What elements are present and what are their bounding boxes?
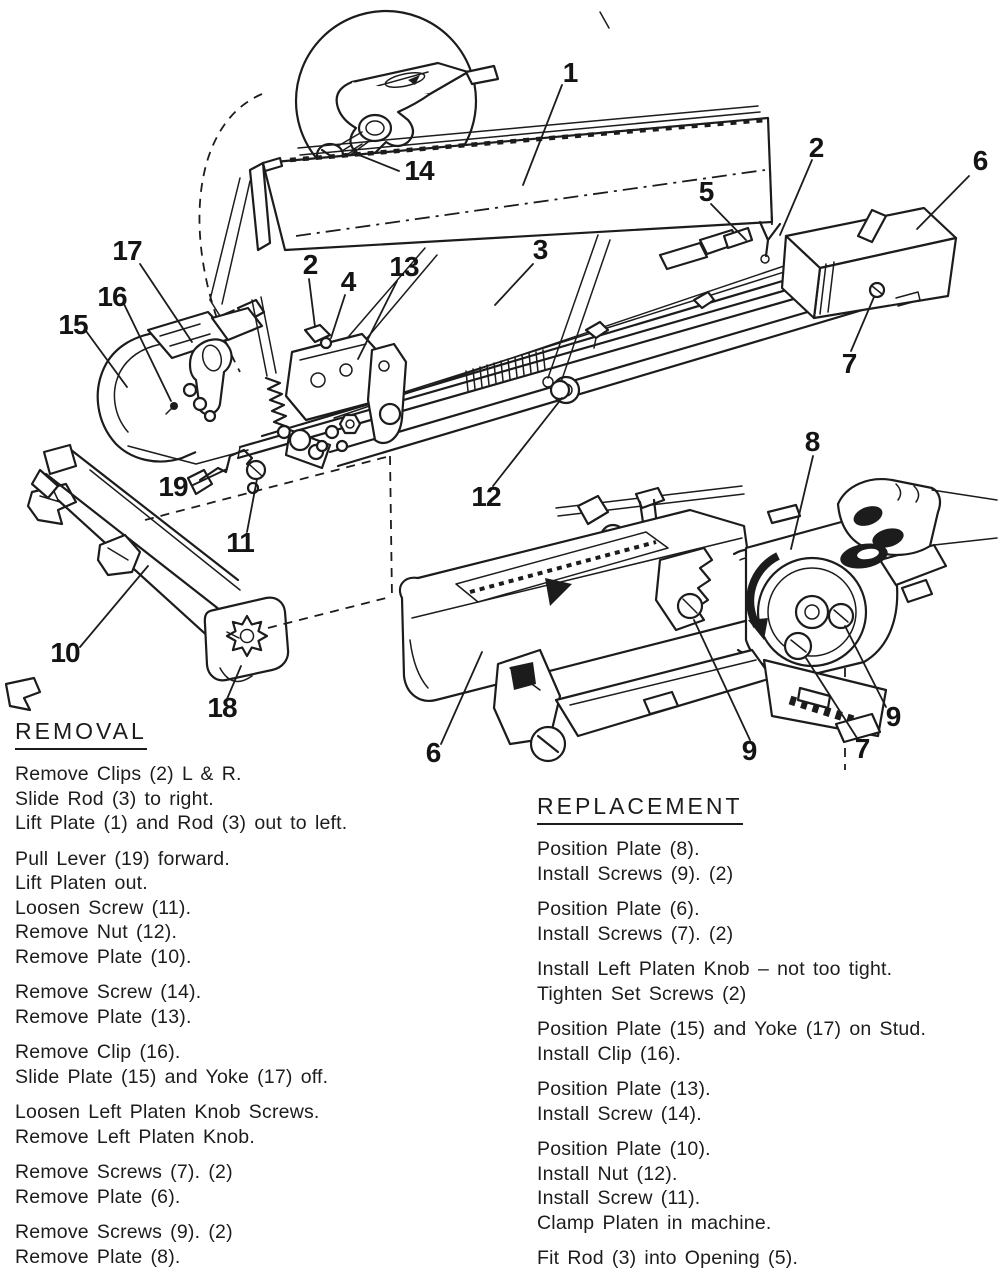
instruction-line: Install Clip (16). [537,1042,682,1065]
callout-15: 15 [58,309,88,340]
instruction-group [15,980,520,1029]
instruction-line: Lift Platen out. [15,872,148,894]
instruction-line: Install Nut (12). [537,1162,678,1185]
instruction-group [15,1160,520,1209]
callout-7-bottom: 7 [854,733,870,764]
instruction-group [15,1040,520,1089]
instruction-line: Tighten Set Screws (2) [537,982,747,1005]
instruction-line: Remove Clips (2) L & R. [15,763,242,785]
callout-17: 17 [112,235,142,266]
instruction-line: Remove Plate (6). [15,1185,181,1208]
replacement-section [537,793,992,1282]
instruction-group [537,1017,992,1066]
callout-2-left: 2 [302,249,318,280]
cover-plate-part-1 [210,106,772,331]
left-yoke-assembly [98,297,406,494]
replacement-heading: REPLACEMENT [537,793,743,825]
callout-10: 10 [50,637,80,668]
star-knob-18-icon [227,616,267,656]
callout-13: 13 [389,251,419,282]
instruction-line: Remove Left Platen Knob. [15,1125,255,1148]
instruction-group [537,1077,992,1126]
instruction-line: Slide Rod (3) to right. [15,787,214,810]
instruction-line: Loosen Screw (11). [15,896,192,919]
callout-7-top: 7 [841,348,857,379]
callout-9-right: 9 [885,701,901,732]
instruction-line: Remove Screw (14). [15,981,202,1003]
removal-section [15,718,520,1280]
instruction-line: Install Screw (14). [537,1102,702,1125]
callout-6-bottom: 6 [425,737,441,768]
instruction-line: Position Plate (8). [537,838,700,860]
stray-mark [600,12,609,28]
instruction-line: Install Screw (11). [537,1187,701,1209]
instruction-line: Remove Plate (10). [15,945,192,968]
instruction-group [15,1100,520,1149]
instruction-line: Slide Plate (15) and Yoke (17) off. [15,1065,329,1088]
callout-11: 11 [226,527,254,558]
callout-3: 3 [532,234,548,265]
left-small-brackets [6,484,76,710]
instruction-line: Loosen Left Platen Knob Screws. [15,1101,320,1123]
instruction-line: Position Plate (10). [537,1138,711,1160]
spring-icon [266,378,288,427]
instruction-line: Pull Lever (19) forward. [15,847,230,870]
callout-8: 8 [804,426,820,457]
callout-9-left: 9 [741,735,757,766]
instruction-line: Lift Plate (1) and Rod (3) out to left. [15,812,348,834]
callout-14: 14 [404,155,434,186]
callout-18: 18 [207,692,237,723]
removal-heading: REMOVAL [15,718,147,750]
instruction-group [537,897,992,946]
instruction-line: Position Plate (6). [537,898,700,920]
clip-2-right-icon [760,222,780,263]
callout-6-top: 6 [972,145,988,176]
instruction-line: Remove Plate (8). [15,1245,181,1268]
callout-2-top: 2 [808,132,824,163]
instruction-group [537,837,992,886]
callout-19: 19 [158,471,188,502]
instruction-line: Remove Screws (7). (2) [15,1161,233,1183]
instruction-group [537,1137,992,1235]
instruction-line: Install Screws (7). (2) [537,922,734,945]
instruction-line: Install Left Platen Knob – not too tight. [537,958,893,980]
instruction-group [537,1246,992,1271]
callout-1: 1 [562,57,578,88]
callout-4: 4 [340,266,356,297]
instruction-line: Remove Screws (9). (2) [15,1221,233,1243]
instruction-group [537,957,992,1006]
lever-19-shape [188,450,265,494]
instruction-line: Remove Plate (13). [15,1005,192,1028]
replacement-list [537,837,992,1271]
instruction-line: Install Screws (9). (2) [537,862,734,885]
instruction-line: Clamp Platen in machine. [537,1211,772,1234]
instruction-line: Position Plate (13). [537,1078,711,1100]
instruction-line: Remove Clip (16). [15,1041,181,1063]
instruction-line: Position Plate (15) and Yoke (17) on Stud. [537,1018,927,1040]
removal-list [15,762,520,1269]
callout-16: 16 [97,281,127,312]
instruction-line: Remove Nut (12). [15,921,178,943]
instruction-line: Fit Rod (3) into Opening (5). [537,1247,799,1269]
screw-7-top-icon [870,283,884,297]
callout-5: 5 [698,176,714,207]
instruction-group [15,1220,520,1269]
right-end-plate-part-6 [782,208,956,318]
instruction-group [15,847,520,970]
instruction-group [15,762,520,836]
callout-12: 12 [471,481,501,512]
